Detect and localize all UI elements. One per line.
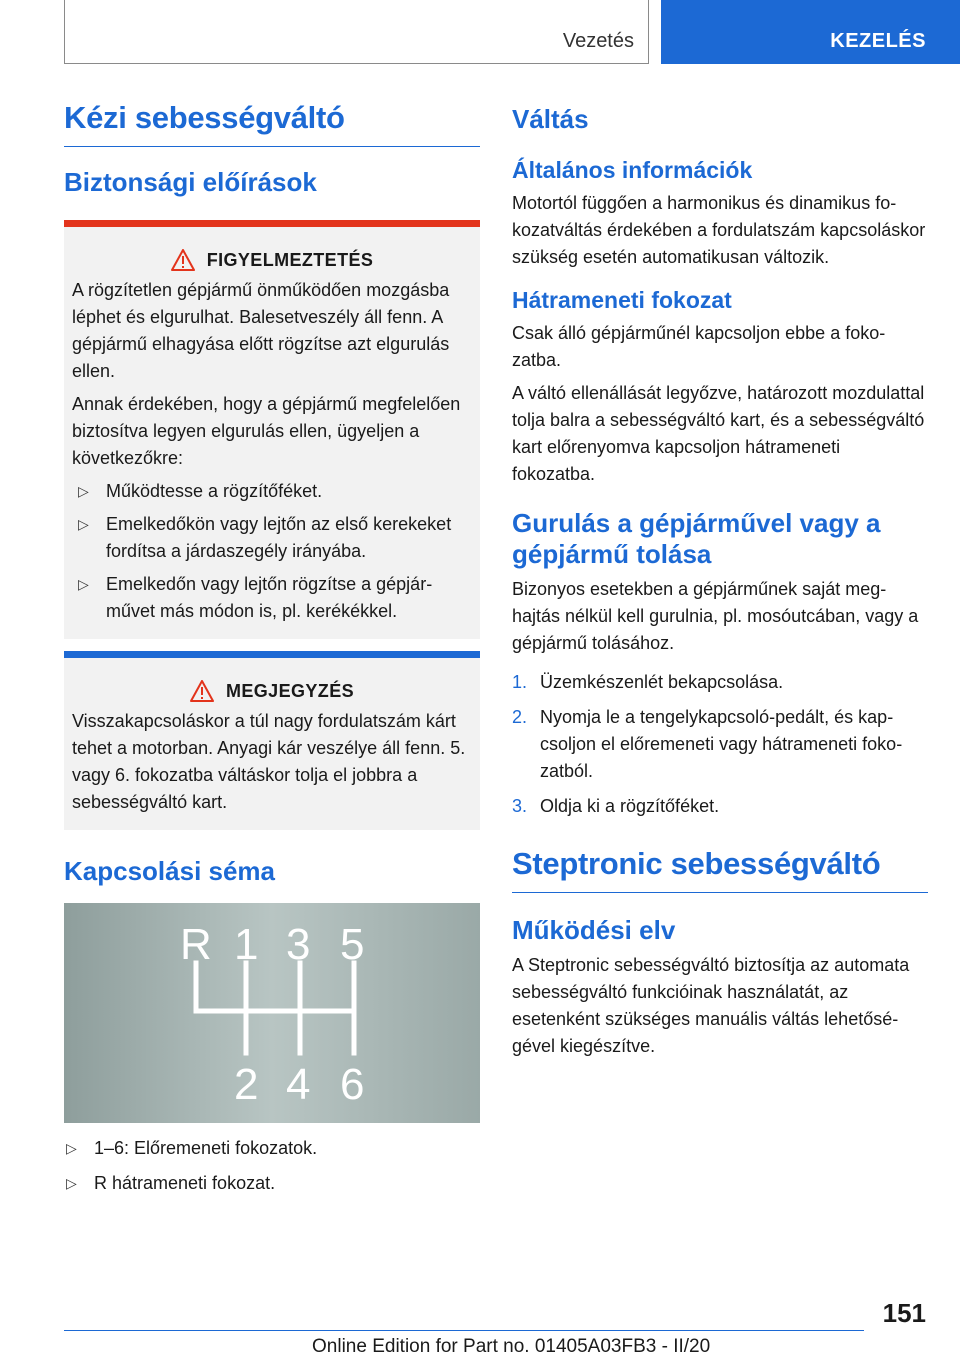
principle-para: A Steptronic sebességváltó biztosítja az automata sebességváltó funkcióinak használatát, az esetenként szükséges manuális váltás lehetőségével kiegészítve.: [512, 955, 910, 1056]
triangle-bullet-icon: ▷: [78, 576, 89, 592]
reverse-heading: Hátrameneti fokozat: [512, 287, 732, 313]
safety-heading: Biztonsági előírások: [64, 167, 317, 197]
general-para: Motortól függően a harmonikus és dinamikus fokozatváltás érdekében a fordulatszám kapcsoláskor szükség esetén automatikusan változik.: [512, 193, 926, 267]
triangle-bullet-icon: ▷: [66, 1140, 77, 1156]
steptronic-title: Steptronic sebességváltó: [512, 846, 928, 893]
header-chapter-title: KEZELÉS: [830, 30, 926, 52]
pattern-list: [64, 1135, 480, 1197]
gear-label-r: R: [180, 920, 212, 969]
gear-label-5: 5: [340, 920, 365, 969]
warning-header: [72, 249, 472, 271]
note-para: Visszakapcsoláskor a túl nagy fordulatszám kárt tehet a motorban. Anyagi kár veszélye áll fenn. 5. vagy 6. fokozatba váltáskor tolja el jobbra a sebességváltó kart.: [72, 711, 466, 812]
list-item: ▷ 1–6: Előremeneti fokozatok.: [64, 1135, 480, 1162]
header-section-title: Vezetés: [562, 30, 634, 52]
edition-text: Online Edition for Part no. 01405A03FB3 - II/20: [312, 1336, 711, 1357]
warning-list: [72, 478, 472, 625]
reverse-para-1: Csak álló gépjárműnél kapcsoljon ebbe a fokozatba.: [512, 323, 886, 370]
list-item: ▷ Emelkedőn vagy lejtőn rögzítse a gépjárművet más módon is, pl. kerékékkel.: [72, 571, 472, 625]
note-label: MEGJEGYZÉS: [225, 680, 355, 701]
gear-label-1: 1: [234, 920, 259, 969]
shift-heading: Váltás: [512, 104, 589, 134]
list-item: 2. Nyomja le a tengelykapcsoló-pedált, és kapcsoljon el előremeneti vagy hátrameneti fokozatból.: [512, 707, 903, 781]
header-chapter-tab[interactable]: [661, 0, 960, 64]
note-box: [64, 651, 480, 830]
warning-icon: [171, 249, 195, 271]
gear-label-4: 4: [286, 1060, 311, 1109]
warning-para-2: Annak érdekében, hogy a gépjármű megfelelően biztosítva legyen elgurulás ellen, ügyeljen a következőkre:: [72, 394, 461, 468]
page-number: 151: [882, 1298, 926, 1328]
note-header: [72, 680, 472, 702]
gear-label-3: 3: [286, 920, 311, 969]
triangle-bullet-icon: ▷: [78, 516, 89, 532]
reverse-para-2: A váltó ellenállását legyőzve, határozott mozdulattal tolja balra a sebességváltó kart, és a sebességváltó kart előrenyomva kapcsoljon hátrameneti fokozatba.: [512, 383, 925, 484]
list-item: 1. Üzemkészenlét bekapcsolása.: [512, 672, 784, 692]
general-heading: Általános információk: [512, 157, 753, 183]
rolling-steps: [512, 669, 928, 820]
shift-pattern-diagram: [64, 903, 480, 1123]
rolling-heading: Gurulás a gépjárművel vagy a gépjármű tolása: [512, 508, 881, 569]
right-column: [512, 100, 928, 1060]
gear-label-2: 2: [234, 1060, 259, 1109]
warning-label: FIGYELMEZTETÉS: [206, 249, 374, 270]
shift-pattern-image: [64, 903, 480, 1123]
page-title: Kézi sebességváltó: [64, 100, 480, 147]
rolling-para: Bizonyos esetekben a gépjárműnek saját meghajtás nélkül kell gurulnia, pl. mosóutcában, vagy a gépjármű tolásához.: [512, 579, 919, 653]
triangle-bullet-icon: ▷: [66, 1175, 77, 1191]
warning-box: [64, 220, 480, 639]
warning-icon: [190, 680, 214, 702]
warning-para-1: A rögzítetlen gépjármű önműködően mozgásba léphet és elgurulhat. Balesetveszély áll fenn. A gépjármű elhagyása előtt rögzítse azt elgurulás ellen.: [72, 280, 450, 381]
left-column: [64, 100, 480, 1197]
footer-divider: [64, 1330, 864, 1331]
pattern-heading: Kapcsolási séma: [64, 856, 276, 886]
list-item: ▷ Működtesse a rögzítőféket.: [72, 478, 472, 505]
principle-heading: Működési elv: [512, 915, 676, 945]
triangle-bullet-icon: ▷: [78, 483, 89, 499]
list-item: ▷ Emelkedőkön vagy lejtőn az első kerekeket fordítsa a járdaszegély irányába.: [72, 511, 472, 565]
list-item: 3. Oldja ki a rögzítőféket.: [512, 796, 720, 816]
list-item: ▷ R hátrameneti fokozat.: [64, 1170, 480, 1197]
header-section-box: [64, 0, 649, 64]
gear-label-6: 6: [340, 1060, 365, 1109]
